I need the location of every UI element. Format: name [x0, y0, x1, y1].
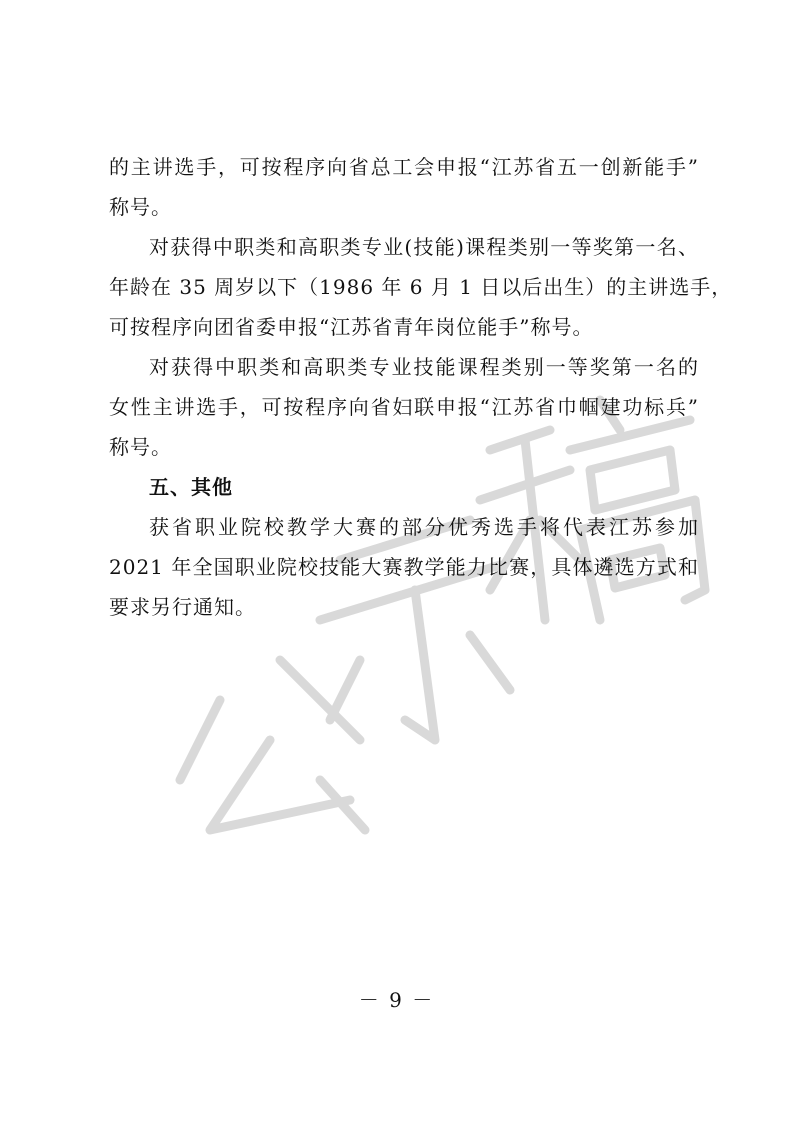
- text-line: 女性主讲选手，可按程序向省妇联申报“江苏省巾帼建功标兵”: [109, 395, 699, 419]
- section-heading: 五、其他: [149, 475, 233, 499]
- text-line: 获省职业院校教学大赛的部分优秀选手将代表江苏参加: [149, 515, 699, 539]
- text-line: 对获得中职类和高职类专业(技能)课程类别一等奖第一名、: [149, 235, 699, 259]
- paragraph-award-womens-federation: [109, 347, 699, 467]
- text-line: 年龄在 35 周岁以下（1986 年 6 月 1 日以后出生）的主讲选手，: [109, 275, 733, 299]
- text-line: 称号。: [109, 195, 172, 219]
- text-line: 对获得中职类和高职类专业技能课程类别一等奖第一名的: [149, 355, 699, 379]
- paragraph-award-labor-union: [109, 147, 699, 227]
- text-line: 要求另行通知。: [109, 595, 256, 619]
- paragraph-other: [109, 507, 699, 627]
- text-line: 的主讲选手，可按程序向省总工会申报“江苏省五一创新能手”: [109, 155, 699, 179]
- document-body: [109, 147, 733, 627]
- text-line: 可按程序向团省委申报“江苏省青年岗位能手”称号。: [109, 315, 594, 339]
- page-number: － 9 －: [358, 988, 435, 1012]
- text-line: 2021 年全国职业院校技能大赛教学能力比赛，具体遴选方式和: [109, 555, 699, 579]
- paragraph-award-youth-league: [109, 227, 733, 347]
- text-line: 称号。: [109, 435, 172, 459]
